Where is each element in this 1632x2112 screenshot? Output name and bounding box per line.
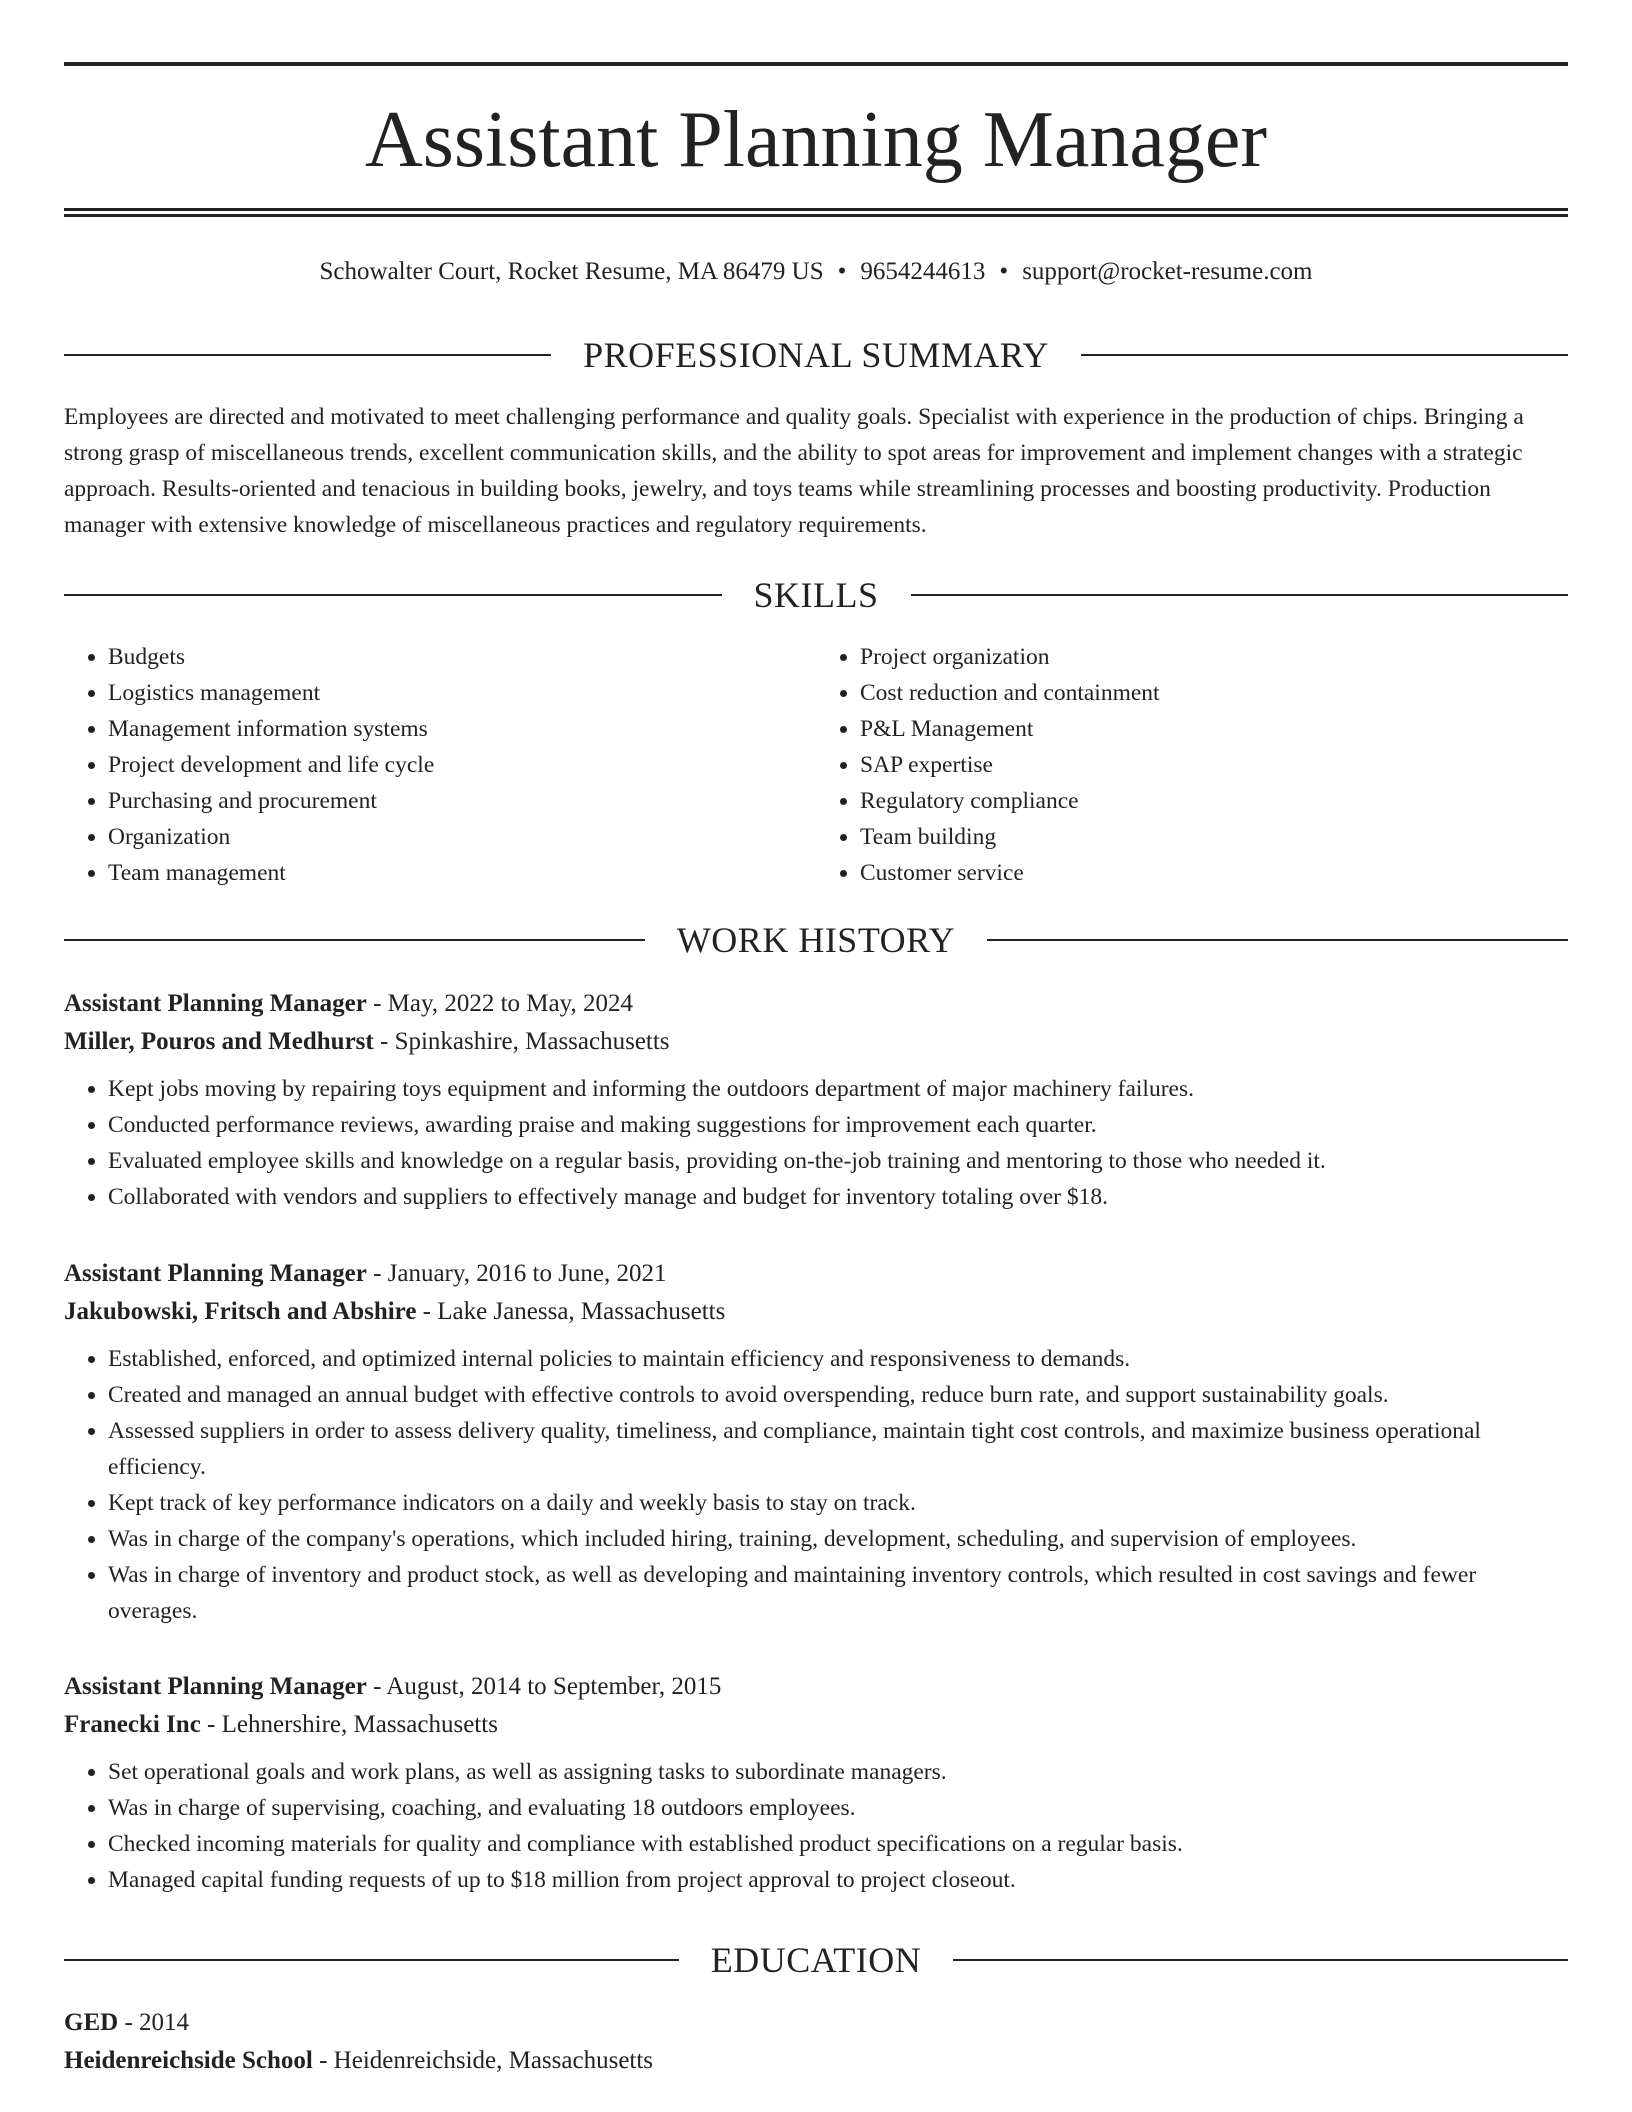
skill-item: • Project development and life cycle [108,747,816,783]
contact-phone: 9654244613 [860,258,986,285]
job-location: - Lehnershire, Massachusetts [200,1711,498,1738]
skill-item: • Customer service [860,855,1568,891]
job-bullets [64,1341,1568,1629]
skill-item: • Logistics management [108,675,816,711]
contact-line [64,255,1568,289]
contact-separator: • [837,258,847,285]
contact-separator: • [999,258,1009,285]
skills-column-left [64,639,816,891]
job-bullet: • Created and managed an annual budget with effective controls to avoid overspending, reduce burn rate, and support sustainability goals. [108,1377,1568,1413]
job-bullets [64,1071,1568,1215]
job-company-line [64,1706,1568,1744]
summary-text: Employees are directed and motivated to meet challenging performance and quality goals. Specialist with experience in the production of chips. Bringing a strong grasp of miscellaneous trends, excellent communication skills, and the ability to spot areas for improvement and implement changes with a strategic approach. Results-oriented and tenacious in building books, jewelry, and toys teams while streamlining processes and boosting productivity. Production manager with extensive knowledge of miscellaneous practices and regulatory requirements. [64,404,1524,538]
heading-rule [64,594,722,596]
job-bullet: • Conducted performance reviews, awarding praise and making suggestions for improvement each quarter. [108,1107,1568,1143]
job-bullets [64,1754,1568,1898]
skill-item: • P&L Management [860,711,1568,747]
job-title: Assistant Planning Manager [64,990,367,1017]
job-bullet: • Kept jobs moving by repairing toys equipment and informing the outdoors department of major machinery failures. [108,1071,1568,1107]
education-entry [64,2004,1568,2080]
job-location: - Spinkashire, Massachusetts [373,1028,670,1055]
skill-item: • Project organization [860,639,1568,675]
job-dates: - January, 2016 to June, 2021 [366,1260,667,1287]
job-entry [64,985,1568,1215]
job-title-line [64,985,1568,1023]
double-rule [64,208,1568,217]
skill-item: • Cost reduction and containment [860,675,1568,711]
skill-item: • Management information systems [108,711,816,747]
resume-name: Assistant Planning Manager [364,96,1268,184]
job-location: - Lake Janessa, Massachusetts [416,1298,726,1325]
heading-rule [1081,354,1568,356]
job-company: Miller, Pouros and Medhurst [64,1028,374,1055]
skills-list [64,639,1568,891]
skill-item: • Regulatory compliance [860,783,1568,819]
skill-item: • Purchasing and procurement [108,783,816,819]
education-location: - Heidenreichside, Massachusetts [312,2047,654,2074]
job-bullet: • Evaluated employee skills and knowledge on a regular basis, providing on-the-job training and mentoring to those who needed it. [108,1143,1568,1179]
heading-rule [64,939,645,941]
skill-item: • Team management [108,855,816,891]
summary-title: PROFESSIONAL SUMMARY [583,335,1049,375]
job-bullet: • Kept track of key performance indicators on a daily and weekly basis to stay on track. [108,1485,1568,1521]
heading-rule [64,354,551,356]
job-dates: - May, 2022 to May, 2024 [366,990,633,1017]
top-rule [64,62,1568,66]
work-title: WORK HISTORY [676,920,956,960]
contact-address: Schowalter Court, Rocket Resume, MA 86479 US [319,258,824,285]
education-heading [64,1938,1568,1982]
skill-item: • SAP expertise [860,747,1568,783]
job-bullet: • Was in charge of supervising, coaching, and evaluating 18 outdoors employees. [108,1790,1568,1826]
skills-heading [64,573,1568,617]
job-bullet: • Assessed suppliers in order to assess delivery quality, timeliness, and compliance, maintain tight cost controls, and maximize business operational efficiency. [108,1413,1568,1485]
job-title: Assistant Planning Manager [64,1673,367,1700]
job-title: Assistant Planning Manager [64,1260,367,1287]
skills-title: SKILLS [753,575,879,615]
work-heading [64,918,1568,962]
job-title-line [64,1255,1568,1293]
job-bullet: • Checked incoming materials for quality and compliance with established product specifications on a regular basis. [108,1826,1568,1862]
job-company: Jakubowski, Fritsch and Abshire [64,1298,417,1325]
education-school-line [64,2042,1568,2080]
contact-email: support@rocket-resume.com [1022,258,1313,285]
job-dates: - August, 2014 to September, 2015 [366,1673,722,1700]
skill-item: • Organization [108,819,816,855]
job-bullet: • Collaborated with vendors and suppliers to effectively manage and budget for inventory totaling over $18. [108,1179,1568,1215]
skill-item: • Team building [860,819,1568,855]
skill-item: • Budgets [108,639,816,675]
job-bullet: • Established, enforced, and optimized internal policies to maintain efficiency and responsiveness to demands. [108,1341,1568,1377]
education-school: Heidenreichside School [64,2047,313,2074]
education-year: - 2014 [118,2009,190,2036]
job-entry [64,1668,1568,1898]
skills-column-right [816,639,1568,891]
education-degree-line [64,2004,1568,2042]
heading-rule [911,594,1569,596]
education-degree: GED [64,2009,119,2036]
job-bullet: • Set operational goals and work plans, as well as assigning tasks to subordinate managers. [108,1754,1568,1790]
summary-heading [64,333,1568,377]
education-title: EDUCATION [710,1940,922,1980]
job-bullet: • Was in charge of the company's operations, which included hiring, training, development, scheduling, and supervision of employees. [108,1521,1568,1557]
job-company-line [64,1023,1568,1061]
heading-rule [64,1959,679,1961]
job-bullet: • Managed capital funding requests of up to $18 million from project approval to project closeout. [108,1862,1568,1898]
job-entry [64,1255,1568,1629]
job-company-line [64,1293,1568,1331]
job-bullet: • Was in charge of inventory and product stock, as well as developing and maintaining inventory controls, which resulted in cost savings and fewer overages. [108,1557,1568,1629]
heading-rule [987,939,1568,941]
job-title-line [64,1668,1568,1706]
job-company: Franecki Inc [64,1711,201,1738]
heading-rule [953,1959,1568,1961]
